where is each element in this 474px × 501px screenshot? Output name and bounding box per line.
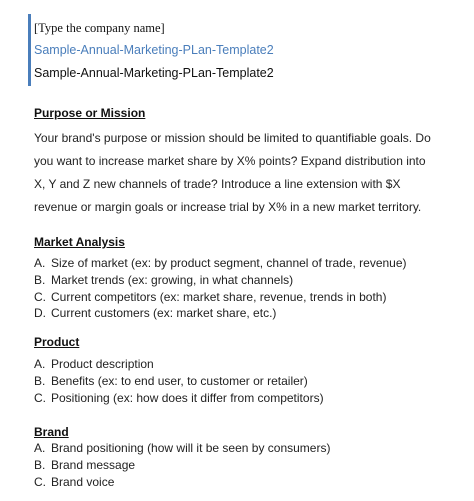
list-letter: B. (34, 272, 46, 287)
list-letter: A. (34, 441, 46, 455)
list-letter: B. (34, 457, 46, 472)
market-analysis-heading: Market Analysis (34, 235, 125, 249)
list-item-text: Brand voice (51, 474, 115, 489)
list-item-text: Positioning (ex: how does it differ from competitors) (51, 390, 324, 405)
list-item (34, 457, 330, 474)
list-item (34, 390, 324, 407)
list-item (34, 272, 407, 289)
list-letter: D. (34, 306, 46, 321)
list-letter: A. (34, 256, 46, 270)
list-item-text: Brand message (51, 457, 136, 472)
brand-heading: Brand (34, 425, 69, 439)
list-item-text: Size of market (ex: by product segment, channel of trade, revenue) (51, 256, 407, 270)
list-item-text: Benefits (ex: to end user, to customer or retailer) (51, 373, 308, 388)
document-title: Sample-Annual-Marketing-PLan-Template2 (34, 43, 274, 57)
list-item (34, 474, 330, 491)
brand-list (34, 440, 330, 490)
list-item-text: Current customers (ex: market share, etc.) (51, 306, 277, 321)
list-item (34, 255, 407, 272)
market-analysis-list (34, 255, 407, 322)
list-letter: C. (34, 474, 46, 489)
list-item (34, 440, 330, 457)
list-item-text: Current competitors (ex: market share, revenue, trends in both) (51, 289, 387, 304)
company-name-placeholder[interactable]: [Type the company name] (34, 21, 165, 35)
list-item-text: Product description (51, 357, 154, 371)
list-item (34, 305, 407, 322)
product-list (34, 356, 324, 406)
list-letter: C. (34, 289, 46, 304)
document-subtitle: Sample-Annual-Marketing-PLan-Template2 (34, 66, 274, 80)
list-item-text: Market trends (ex: growing, in what channels) (51, 272, 294, 287)
list-letter: C. (34, 390, 46, 405)
list-letter: A. (34, 357, 46, 371)
list-item (34, 289, 407, 306)
list-item (34, 373, 324, 390)
list-item (34, 356, 324, 373)
purpose-heading: Purpose or Mission (34, 106, 146, 120)
purpose-paragraph: Your brand's purpose or mission should be limited to quantifiable goals. Do you want to increase market share by X% points? Expand distribution into X, Y and Z new channels of trade? Introduce a line extension with $X revenue or margin goals or increase trial by X% in a new market territory. (34, 131, 431, 214)
product-heading: Product (34, 335, 80, 349)
list-item-text: Brand positioning (how will it be seen by consumers) (51, 441, 331, 455)
list-letter: B. (34, 373, 46, 388)
